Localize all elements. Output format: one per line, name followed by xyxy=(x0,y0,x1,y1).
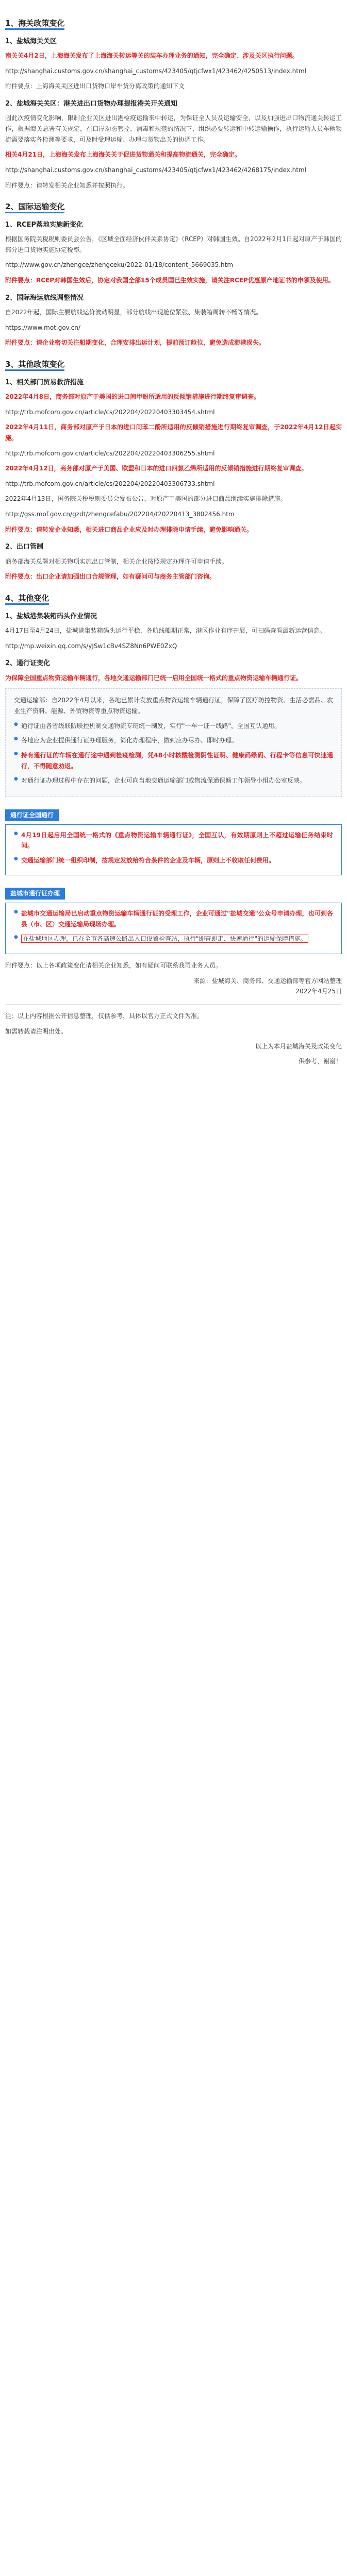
section-4-title: 4、其他变化 xyxy=(5,592,342,604)
section-4-link-1[interactable]: http://mp.weixin.qq.com/s/yJSw1cBv4SZ8Nn6PWE0ZxQ xyxy=(5,642,177,650)
section-1-para-3: 因此次疫情变化影响，限制企业关区进出港检疫运输来中转运，为保证全人员及运输安全，以及加强进出口物流通关转运工作，根据海关总署有关规定，在口岸动态管控、消毒和规范的情况下，组织必要转运和中转运输操作，执行运输人员车辆物流需要落实各检测等要求，可及时受理运输、办理与货物出关的协调工作。 xyxy=(5,114,342,143)
footer-notice-1: 注：以上内容根据公开信息整理，仅供参考，具体以官方正式文件为准。 xyxy=(5,1012,204,1020)
tag-box-1 xyxy=(5,824,342,876)
list-item xyxy=(14,934,333,944)
section-1-para-5: 附件要点：请转发相关企业知悉并按照执行。 xyxy=(5,181,129,189)
section-4-para-1: 4月17日至4月24日，盐城港集装箱码头运行平稳，各航线船期正常，港区作业有序开展，可扫码查看最新运营信息。 xyxy=(5,627,326,634)
list-item: ● 交通运输部门统一组织印制，按规定发放给符合条件的企业及车辆，原则上不收取任何费用。 xyxy=(14,855,333,866)
date-line: 2022年4月25日 xyxy=(295,988,342,995)
section-3-link-1[interactable]: http://trb.mofcom.gov.cn/article/cs/202204/20220403303454.shtml xyxy=(5,408,215,416)
section-3-para-6: 商务部海关总署对相关物项实施出口管制，相关企业按照规定办理许可申请手续。 xyxy=(5,557,228,565)
section-3-para-4: 2022年4月13日，国务院关税税则委员会发布公告，对原产于美国的部分进口商品继续实施排除措施。 xyxy=(5,495,287,503)
section-1-para-4: 相关4月21日，上海海关发布上海海关关于促进货物通关和提高物流通关，完全确定。 xyxy=(5,151,241,159)
tag-1-bullet-list xyxy=(14,830,333,866)
section-1-para-1: 南关关4月2日，上海海关发布了上海海关转运等关的装车办理业务的通知，完全确定、涉及关区执行问题。 xyxy=(5,52,299,59)
section-2-para-2: 附件要点：RCEP对韩国生效后，协定对我国全部15个成员国已生效实施，请关注RCEP优惠原产地证书的申领及使用。 xyxy=(5,277,335,284)
section-3-sub-2: 2、出口管制 xyxy=(5,543,44,551)
section-3-para-1: 2022年4月8日，商务部对原产于美国的进口间甲酚所适用的反倾销措施进行期终复审调查。 xyxy=(5,393,260,400)
section-1-para-2: 附件要点：上海海关关区进出口货物口岸车货分离政策的通知下文 xyxy=(5,82,185,90)
section-2-para-3: 自2022年起，国际主要航线运价波动明显，部分航线出现舱位紧张、集装箱周转不畅等情况。 xyxy=(5,309,262,316)
section-1-sub-2: 2、盐城海关关区：港关进出口货物办理提报港关开关通知 xyxy=(5,99,178,108)
list-item: ● 对通行证办理过程中存在的问题，企业可向当地交通运输部门或物流保通保畅工作领导小组办公室反映。 xyxy=(14,775,333,786)
section-3-para-2: 2022年4月11日，商务部对原产于日本的进口间苯二酚所适用的反倾销措施进行期终复审调查，于2022年4月12日起实施。 xyxy=(5,423,342,442)
section-3-link-4[interactable]: http://gss.mof.gov.cn/gzdt/zhengcefabu/202204/t20220413_3802456.htm xyxy=(5,511,235,518)
notice-box xyxy=(5,688,342,796)
signature-line-2: 供参考，谢谢！ xyxy=(298,1057,342,1065)
notice-bullet-list xyxy=(14,721,333,786)
footer-notice xyxy=(5,1004,342,1037)
section-2-title: 2、国际运输变化 xyxy=(5,201,342,213)
section-3-para-3: 2022年4月12日，商务部对原产于美国、欧盟和日本的进口四氯乙烯所适用的反倾销措施进行期终复审调查。 xyxy=(5,465,308,472)
section-4-sub-2: 2、通行证变化 xyxy=(5,659,51,668)
source-line: 来源：盐城海关、商务部、交通运输部等官方网站整理 xyxy=(193,977,342,985)
highlighted-text: 在盐城地区办理，已在全市各高速公路出入口设置检查站，执行"即查即走、快速通行"的运输保障措施。 xyxy=(21,935,308,943)
section-3-para-5: 附件要点：请转发企业知悉，相关进口商品企业应及时办理排除申请手续，避免影响通关。 xyxy=(5,526,253,533)
footer-notice-2: 如需转载请注明出处。 xyxy=(5,1027,68,1035)
section-3-link-3[interactable]: http://trb.mofcom.gov.cn/article/cs/202204/20220403306733.shtml xyxy=(5,480,215,487)
section-2-para-4: 附件要点：请企业密切关注船期变化，合理安排出运计划，提前预订舱位，避免造成滞港损失。 xyxy=(5,339,266,347)
section-1-link-1[interactable]: http://shanghai.customs.gov.cn/shanghai_customs/423405/qtjcfwx1/423462/4250513/index.html xyxy=(5,67,306,75)
list-item: ● 盐城市交通运输局已启动重点物资运输车辆通行证的受理工作，企业可通过"盐城交通"公众号申请办理，也可到各县（市、区）交通运输局现场办理。 xyxy=(14,908,333,929)
tag-2-bullet-list xyxy=(14,908,333,944)
section-4-para-4: 附件要点：以上各项政策变化请相关企业知悉，如有疑问可联系我司业务人员。 xyxy=(5,962,222,970)
tag-label-1: 通行证全国通行 xyxy=(5,809,59,821)
list-item: ● 4月19日起启用全国统一格式的《重点物资运输车辆通行证》，全国互认，有效期原则上不超过运输任务结束时间。 xyxy=(14,830,333,851)
tag-label-2: 盐城市通行证办理 xyxy=(5,888,65,900)
section-2-para-1: 根据国务院关税税则委员会公告，《区域全面经济伙伴关系协定》（RCEP）对韩国生效。自2022年2月1日起对原产于韩国的部分进口货物实施协定税率。 xyxy=(5,235,342,253)
section-4-sub-1: 1、盐城港集装箱码头作业情况 xyxy=(5,612,97,620)
section-1-link-2[interactable]: http://shanghai.customs.gov.cn/shanghai_customs/423405/qtjcfwx1/423462/4268175/index.html xyxy=(5,166,306,174)
section-3-para-7: 附件要点：出口企业请加强出口合规管理，如有疑问可与商务主管部门咨询。 xyxy=(5,573,216,581)
section-1-sub-1: 1、盐城海关关区 xyxy=(5,37,57,45)
section-2-sub-1: 1、RCEP落地实施新变化 xyxy=(5,221,84,229)
section-2-sub-2: 2、国际海运航线调整情况 xyxy=(5,294,84,302)
section-2-link-1[interactable]: http://www.gov.cn/zhengce/zhengceku/2022-01/18/content_5669035.htm xyxy=(5,261,234,269)
section-3-title: 3、其他政策变化 xyxy=(5,359,342,370)
section-3-sub-1: 1、相关部门贸易救济措施 xyxy=(5,378,84,386)
list-item: ● 各地应为企业提供通行证办理服务，简化办理程序，做到应办尽办、即时办理。 xyxy=(14,735,333,746)
section-2-link-2[interactable]: https://www.mot.gov.cn/ xyxy=(5,324,80,331)
section-4-para-2: 为保障全国重点物资运输车辆通行，各地交通运输部门已统一启用全国统一格式的重点物资运输车辆通行证。 xyxy=(5,674,303,682)
tag-box-2 xyxy=(5,903,342,954)
list-item: ● 持有通行证的车辆在通行途中遇到检疫检测，凭48小时核酸检测阴性证明、健康码绿码、行程卡等信息可快速通行，不得随意劝返。 xyxy=(14,750,333,771)
list-item: ● 通行证由各省级联防联控机制交通物流专班统一制发，实行"一车一证一线路"，全国互认通用。 xyxy=(14,721,333,732)
notice-box-para: 交通运输部：自2022年4月以来，各地已累计发放重点物资运输车辆通行证，保障了医疗防控物资、生活必需品、农业生产资料、能源、外贸物资等重点物资运输。 xyxy=(14,697,333,715)
signature-line-1: 以上为本月盐城海关及政策变化 xyxy=(255,1043,342,1050)
section-1-title: 1、海关政策变化 xyxy=(5,18,342,29)
section-3-link-2[interactable]: http://trb.mofcom.gov.cn/article/cs/202204/20220403306255.shtml xyxy=(5,449,215,457)
